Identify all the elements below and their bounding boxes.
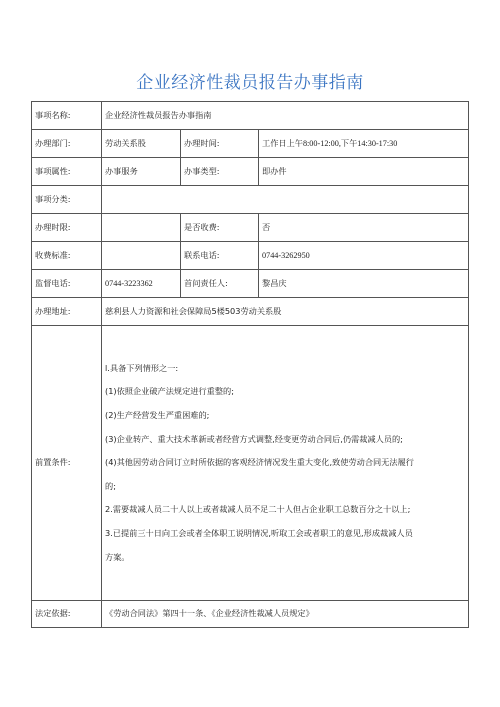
responsible-label: 首问责任人: <box>181 270 259 298</box>
time-limit-value <box>102 214 181 242</box>
fee-std-label: 收费标准: <box>32 242 102 270</box>
legal-basis-label: 法定依据: <box>32 601 102 628</box>
precondition-line: (4)其他因劳动合同订立时所依据的客观经济情况发生重大变化,致使劳动合同无法履行 <box>105 457 414 468</box>
table-row <box>32 186 469 214</box>
legal-basis-value: 《劳动合同法》第四十一条、《企业经济性裁减人员规定》 <box>102 601 469 628</box>
fee-label: 是否收费: <box>181 214 259 242</box>
table-row <box>32 298 469 326</box>
preconditions-value <box>102 326 469 601</box>
table-row <box>32 102 469 130</box>
table-row <box>32 242 469 270</box>
precondition-line: (2)生产经营发生严重困难的; <box>105 410 210 421</box>
responsible-value: 黎昌庆 <box>259 270 469 298</box>
type-label: 办事类型: <box>181 158 259 186</box>
table-row <box>32 158 469 186</box>
precondition-line: (3)企业转产、重大技术革新或者经营方式调整,经变更劳动合同后,仍需裁减人员的; <box>105 433 403 444</box>
category-label: 事项分类: <box>32 186 102 214</box>
contact-phone: 0744-3262950 <box>259 242 469 270</box>
time-limit-label: 办理时限: <box>32 214 102 242</box>
table-row <box>32 601 469 628</box>
fee-value: 否 <box>259 214 469 242</box>
attr-label: 事项属性: <box>32 158 102 186</box>
category-value <box>102 186 469 214</box>
type-value: 即办件 <box>259 158 469 186</box>
document-title: 企业经济性裁员报告办事指南 <box>136 73 364 93</box>
table-row <box>32 326 469 601</box>
table-row <box>32 130 469 158</box>
item-name-value: 企业经济性裁员报告办事指南 <box>102 102 469 130</box>
hours-label: 办理时间: <box>181 130 259 158</box>
guide-table <box>31 101 469 628</box>
precondition-line: 的; <box>105 480 116 491</box>
hours-value: 工作日上午8:00-12:00,下午14:30-17:30 <box>259 130 469 158</box>
supervise-phone: 0744-3223362 <box>102 270 181 298</box>
item-name-label: 事项名称: <box>32 102 102 130</box>
address-value: 慈利县人力资源和社会保障局5楼503劳动关系股 <box>102 298 469 326</box>
precondition-line: 2.需要裁减人员二十人以上或者裁减人员不足二十人但占企业职工总数百分之十以上; <box>105 504 411 515</box>
preconditions-list <box>105 357 468 569</box>
attr-value: 办事服务 <box>102 158 181 186</box>
precondition-line: l.具备下列情形之一: <box>105 362 179 373</box>
dept-value: 劳动关系股 <box>102 130 181 158</box>
address-label: 办理地址: <box>32 298 102 326</box>
fee-std-value <box>102 242 181 270</box>
precondition-line: 方案。 <box>105 551 130 562</box>
precondition-line: 3.已提前三十日向工会或者全体职工说明情况,听取工会或者职工的意见,形成裁减人员 <box>105 527 413 538</box>
preconditions-label: 前置条件: <box>32 326 102 601</box>
contact-label: 联系电话: <box>181 242 259 270</box>
precondition-line: (1)依照企业破产法规定进行重整的; <box>105 386 234 397</box>
table-row <box>32 270 469 298</box>
supervise-label: 监督电话: <box>32 270 102 298</box>
table-row <box>32 214 469 242</box>
dept-label: 办理部门: <box>32 130 102 158</box>
